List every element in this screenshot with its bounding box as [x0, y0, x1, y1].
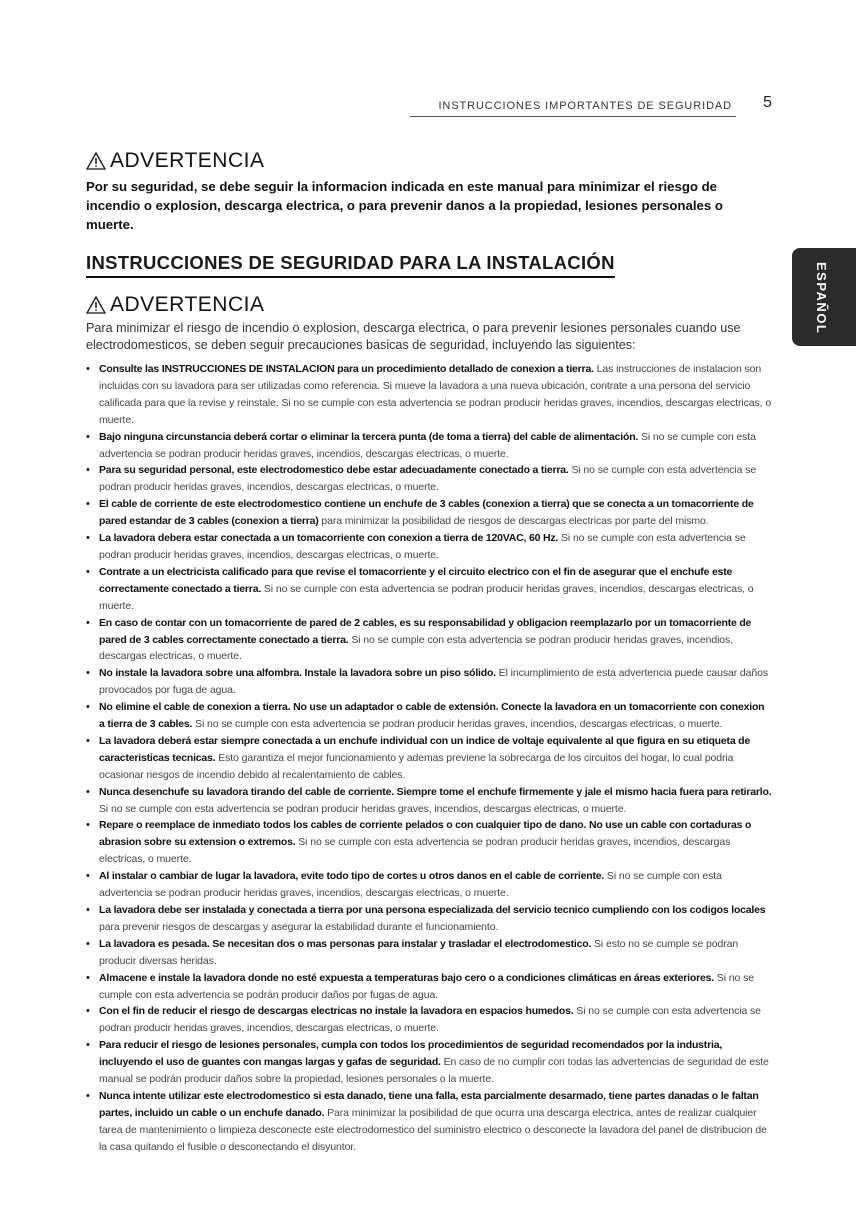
main-content — [86, 148, 772, 1156]
warning-intro-text: Para minimizar el riesgo de incendio o explosion, descarga electrica, o para prevenir lesiones personales cuando use electrodomesticos, se deben seguir precauciones basicas de seguridad, incluyendo las siguientes: — [86, 321, 741, 352]
warning-text: Por su seguridad, se debe seguir la informacion indicada en este manual para minimizar el riesgo de incendio o explosion, descarga electrica, o para prevenir danos a la propiedad, lesiones personales o muerte. — [86, 179, 723, 232]
warning-title: ADVERTENCIA — [110, 149, 265, 172]
page-header — [410, 94, 790, 120]
section-title: INSTRUCCIONES DE SEGURIDAD PARA LA INSTALACIÓN — [86, 252, 615, 278]
list-item: • Nunca intente utilizar este electrodomestico si esta danado, tiene una falla, esta parcialmente desarmado, tiene partes danadas o le faltan partes, incluido un cable o un enchufe danado. Para minimizar la posibilidad de que ocurra una descarga electrica, antes de realizar cualquier tarea de mantenimiento o limpieza desconecte este electrodomestico del suministro electrico o desconecte la lavadora del panel de distribucion de la casa quitando el fusible o desconectando el disyuntor. — [86, 1088, 772, 1156]
warning-title-2: ADVERTENCIA — [110, 293, 265, 316]
safety-instructions-list — [86, 361, 772, 1156]
list-item: • Para reducir el riesgo de lesiones personales, cumpla con todos los procedimientos de seguridad recomendados por la industria, incluyendo el uso de guantes con mangas largas y gafas de seguridad. En caso de no cumplir con todas las advertencias de seguridad de este manual se podrán producir daños sobre la propiedad, lesiones personales o la muerte. — [86, 1037, 772, 1088]
warning-triangle-icon — [86, 152, 106, 170]
list-item: • Nunca desenchufe su lavadora tirando del cable de corriente. Siempre tome el enchufe firmemente y jale el mismo hacia fuera para retirarlo. Si no se cumple con esta advertencia se podran producir heridas graves, incendios, descargas electricas, o muerte. — [86, 784, 772, 818]
header-divider — [410, 116, 736, 117]
list-item: • Para su seguridad personal, este electrodomestico debe estar adecuadamente conectado a tierra. Si no se cumple con esta advertencia se podran producir heridas graves, incendios, descargas electricas, o muerte. — [86, 462, 772, 496]
list-item: • Consulte las INSTRUCCIONES DE INSTALACION para un procedimiento detallado de conexion a tierra. Las instrucciones de instalacion son incluidas con su lavadora para ser utilizadas como referencia. Si mueve la lavadora a una nueva ubicación, contrate a una persona del servicio calificada para que la revise y reinstale. Si no se cumple con esta advertencia se podran producir heridas graves, incendios, descargas electricas, o muerte. — [86, 361, 772, 429]
header-title: INSTRUCCIONES IMPORTANTES DE SEGURIDAD — [438, 100, 732, 112]
list-item: • El cable de corriente de este electrodomestico contiene un enchufe de 3 cables (conexion a tierra) que se conecta a un tomacorriente de pared estandar de 3 cables (conexion a tierra) para minimizar la posibilidad de riesgos de descargas electricas por parte del mismo. — [86, 496, 772, 530]
warning-heading — [86, 148, 772, 174]
list-item: • Al instalar o cambiar de lugar la lavadora, evite todo tipo de cortes u otros danos en el cable de corriente. Si no se cumple con esta advertencia se podran producir heridas graves, incendios, descargas electricas, o muerte. — [86, 868, 772, 902]
language-tab — [792, 248, 856, 346]
list-item: • Repare o reemplace de inmediato todos los cables de corriente pelados o con cualquier tipo de dano. No use un cable con cortaduras o abrasion sobre su extension o extremos. Si no se cumple con esta advertencia se podran producir heridas graves, incendios, descargas electricas, o muerte. — [86, 817, 772, 868]
list-item: • La lavadora debera estar conectada a un tomacorriente con conexion a tierra de 120VAC, 60 Hz. Si no se cumple con esta advertencia se podran producir heridas graves, incendios, descargas electricas, o muerte. — [86, 530, 772, 564]
list-item: • La lavadora debe ser instalada y conectada a tierra por una persona especializada del servicio tecnico cumpliendo con los codigos locales para prevenir riesgos de descargas y asegurar la estabilidad durante el funcionamiento. — [86, 902, 772, 936]
list-item: • La lavadora deberá estar siempre conectada a un enchufe individual con un indice de voltaje equivalente al que figura en su etiqueta de caracteristicas tecnicas. Esto garantiza el mejor funcionamiento y ademas previene la sobrecarga de los circuitos del hogar, lo cual podria ocasionar riesgos de incendio debido al recalentamiento de cables. — [86, 733, 772, 784]
warning-heading-2 — [86, 292, 772, 318]
list-item: • Bajo ninguna circunstancia deberá cortar o eliminar la tercera punta (de toma a tierra) del cable de alimentación. Si no se cumple con esta advertencia se podran producir heridas graves, incendios, descargas electricas, o muerte. — [86, 429, 772, 463]
list-item: • Contrate a un electricista calificado para que revise el tomacorriente y el circuito electrico con el fin de asegurar que el enchufe este correctamente conectado a tierra. Si no se cumple con esta advertencia se podran producir heridas graves, incendios, descargas electricas, o muerte. — [86, 564, 772, 615]
language-tab-label: ESPAÑOL — [814, 262, 829, 335]
list-item: • No instale la lavadora sobre una alfombra. Instale la lavadora sobre un piso sólido. El incumplimiento de esta advertencia puede causar daños provocados por fuga de agua. — [86, 665, 772, 699]
list-item: • Con el fin de reducir el riesgo de descargas electricas no instale la lavadora en espacios humedos. Si no se cumple con esta advertencia se podran producir heridas graves, incendios, descargas electricas, o muerte. — [86, 1003, 772, 1037]
page-number: 5 — [763, 94, 772, 111]
list-item: • No elimine el cable de conexion a tierra. No use un adaptador o cable de extensión. Conecte la lavadora en un tomacorriente con conexion a tierra de 3 cables. Si no se cumple con esta advertencia se podran producir heridas graves, incendios, descargas electricas, o muerte. — [86, 699, 772, 733]
list-item: • Almacene e instale la lavadora donde no esté expuesta a temperaturas bajo cero o a condiciones climáticas en áreas exteriores. Si no se cumple con esta advertencia se podrán producir daños por fugas de agua. — [86, 970, 772, 1004]
list-item: • La lavadora es pesada. Se necesitan dos o mas personas para instalar y trasladar el electrodomestico. Si esto no se cumple se podran producir diversas heridas. — [86, 936, 772, 970]
warning-triangle-icon — [86, 296, 106, 314]
list-item: • En caso de contar con un tomacorriente de pared de 2 cables, es su responsabilidad y obligacion reemplazarlo por un tomacorriente de pared de 3 cables correctamente conectado a tierra. Si no se cumple con esta advertencia se podran producir heridas graves, incendios, descargas electricas, o muerte. — [86, 615, 772, 666]
